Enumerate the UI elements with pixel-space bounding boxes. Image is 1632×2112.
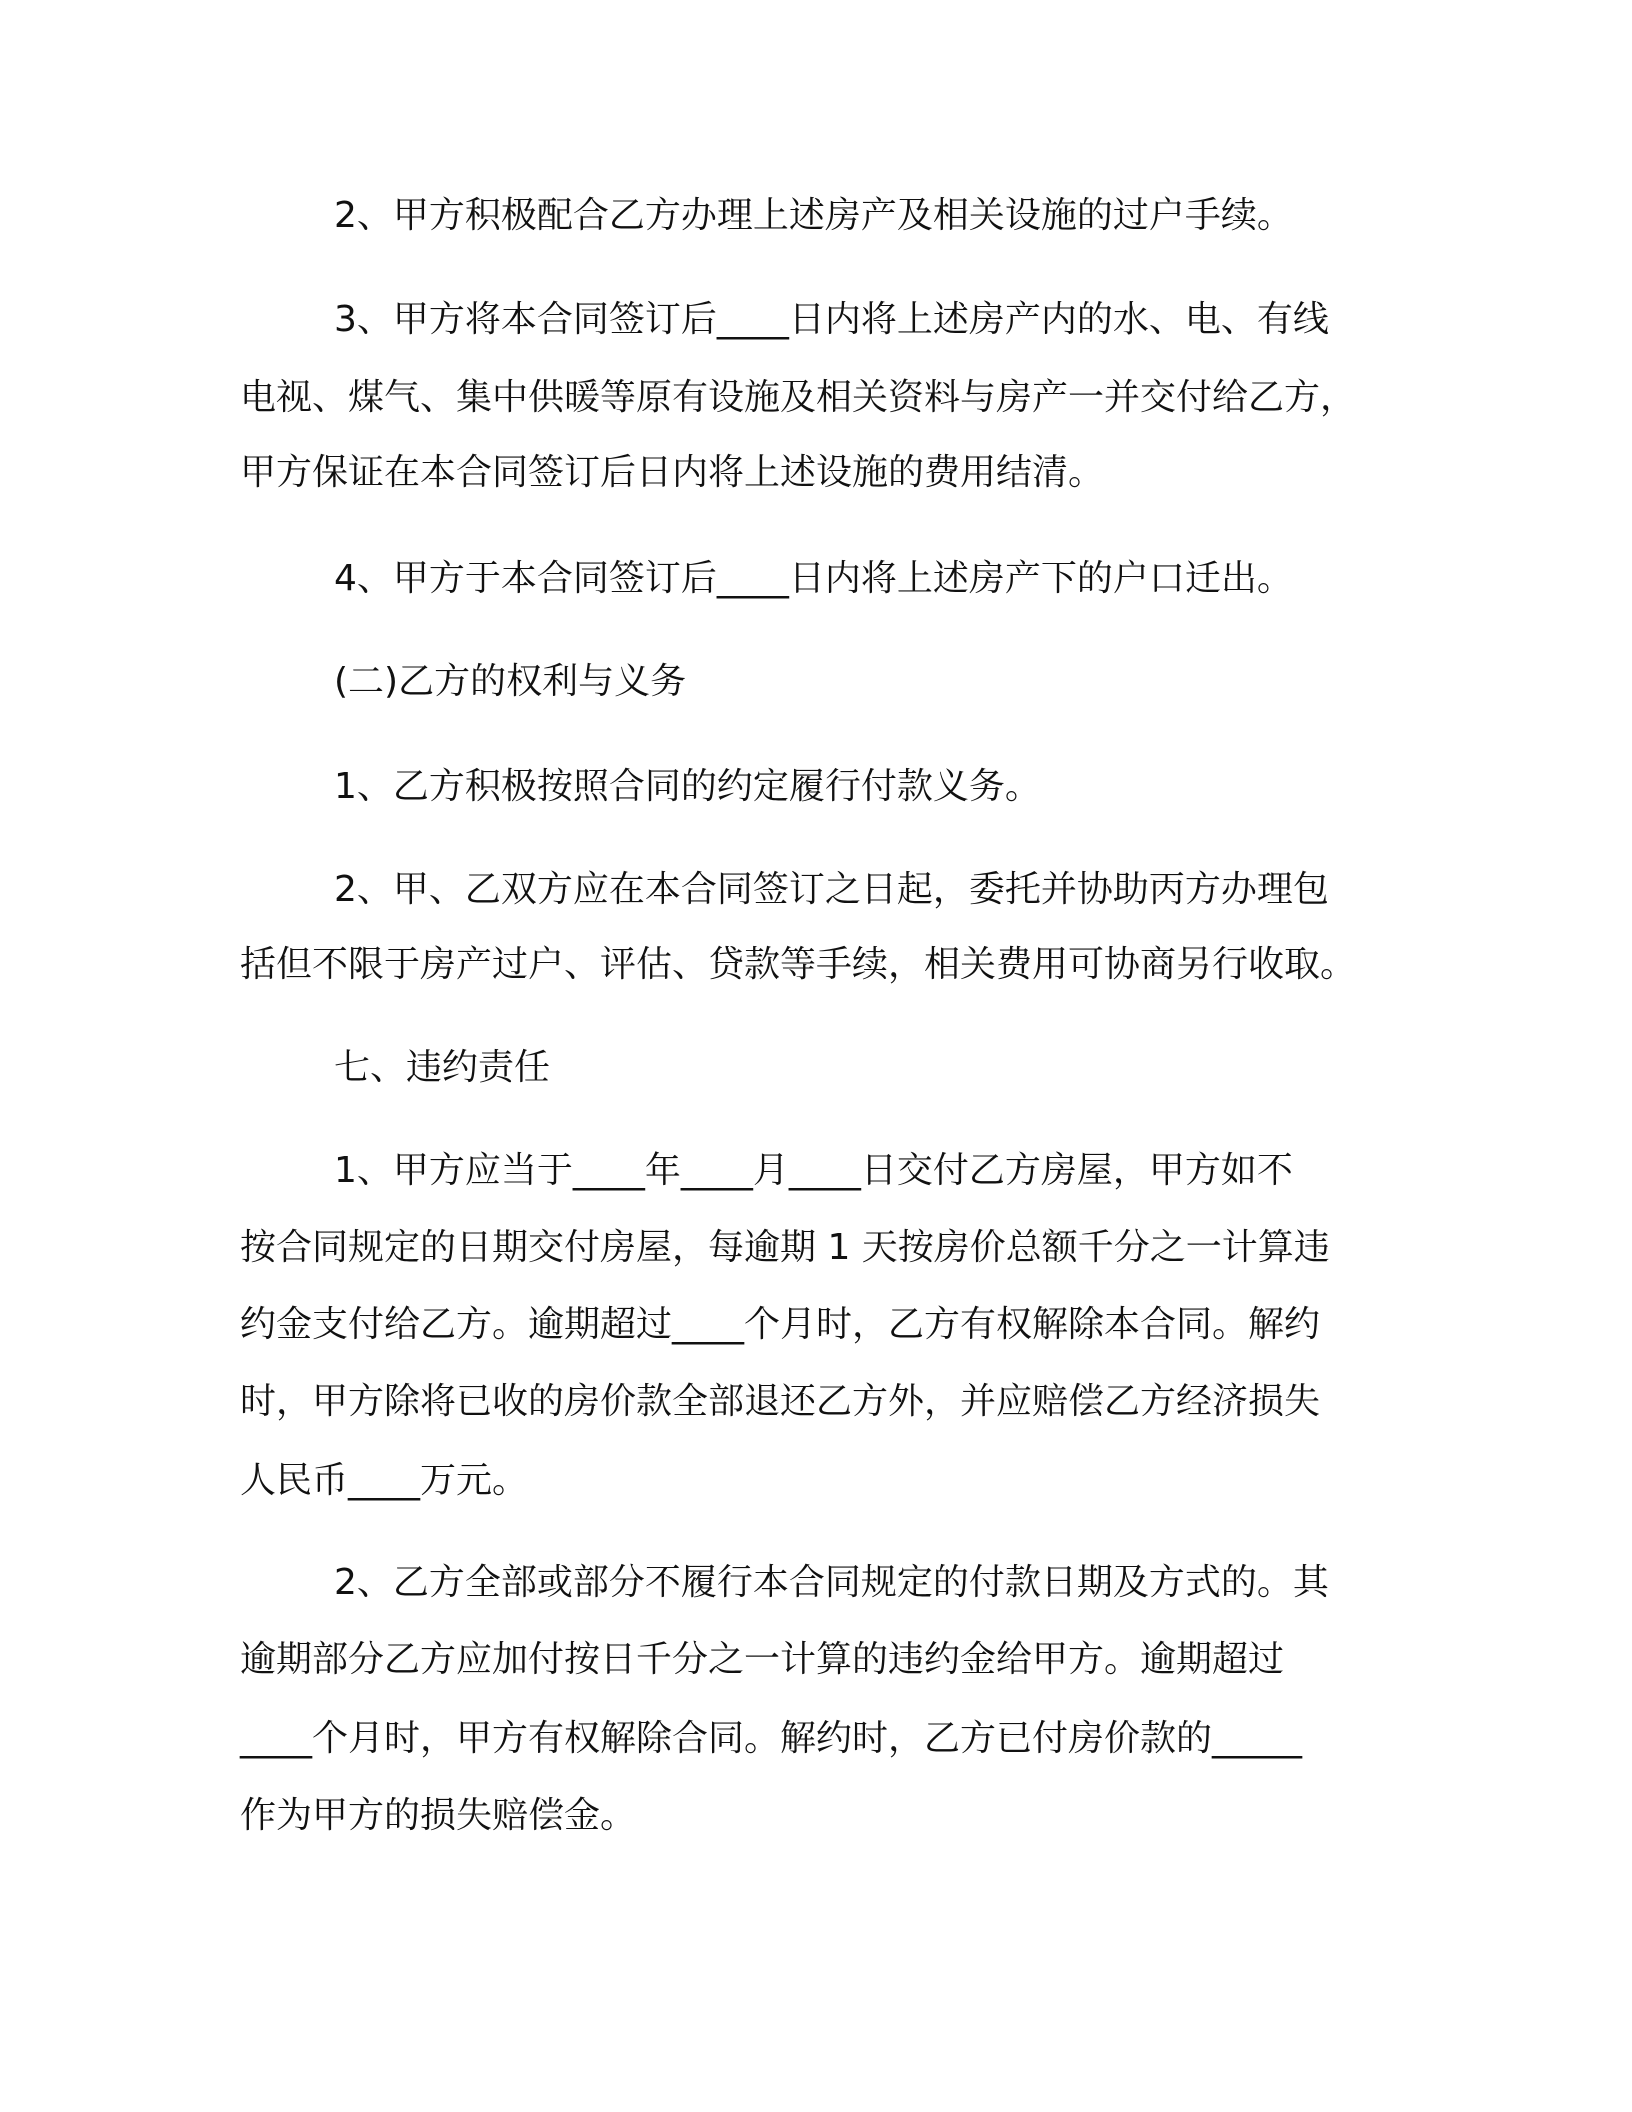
text-line: 人民币____万元。 xyxy=(240,1460,529,1501)
text-line: 3、甲方将本合同签订后____日内将上述房产内的水、电、有线 xyxy=(334,299,1329,340)
text-line: 2、甲、乙双方应在本合同签订之日起，委托并协助丙方办理包 xyxy=(334,869,1329,910)
text-line: 逾期部分乙方应加付按日千分之一计算的违约金给甲方。逾期超过 xyxy=(240,1639,1285,1680)
section-heading: (二)乙方的权利与义务 xyxy=(334,661,687,702)
text-line: 约金支付给乙方。逾期超过____个月时，乙方有权解除本合同。解约 xyxy=(240,1304,1321,1345)
section-heading: 七、违约责任 xyxy=(334,1047,551,1088)
text-line: 2、甲方积极配合乙方办理上述房产及相关设施的过户手续。 xyxy=(334,195,1293,236)
text-line: 作为甲方的损失赔偿金。 xyxy=(240,1795,637,1836)
text-line: 按合同规定的日期交付房屋，每逾期 1 天按房价总额千分之一计算违 xyxy=(240,1227,1330,1268)
text-line: 4、甲方于本合同签订后____日内将上述房产下的户口迁出。 xyxy=(334,558,1293,599)
text-line: 1、乙方积极按照合同的约定履行付款义务。 xyxy=(334,766,1041,807)
text-line: 甲方保证在本合同签订后日内将上述设施的费用结清。 xyxy=(240,452,1105,493)
text-line: 电视、煤气、集中供暖等原有设施及相关资料与房产一并交付给乙方， xyxy=(240,377,1357,418)
text-line: 括但不限于房产过户、评估、贷款等手续，相关费用可协商另行收取。 xyxy=(240,944,1357,985)
text-line: 2、乙方全部或部分不履行本合同规定的付款日期及方式的。其 xyxy=(334,1562,1329,1603)
text-line: ____个月时，甲方有权解除合同。解约时，乙方已付房价款的_____ xyxy=(240,1718,1303,1759)
text-line: 时，甲方除将已收的房价款全部退还乙方外，并应赔偿乙方经济损失 xyxy=(240,1381,1321,1422)
text-line: 1、甲方应当于____年____月____日交付乙方房屋，甲方如不 xyxy=(334,1150,1293,1191)
